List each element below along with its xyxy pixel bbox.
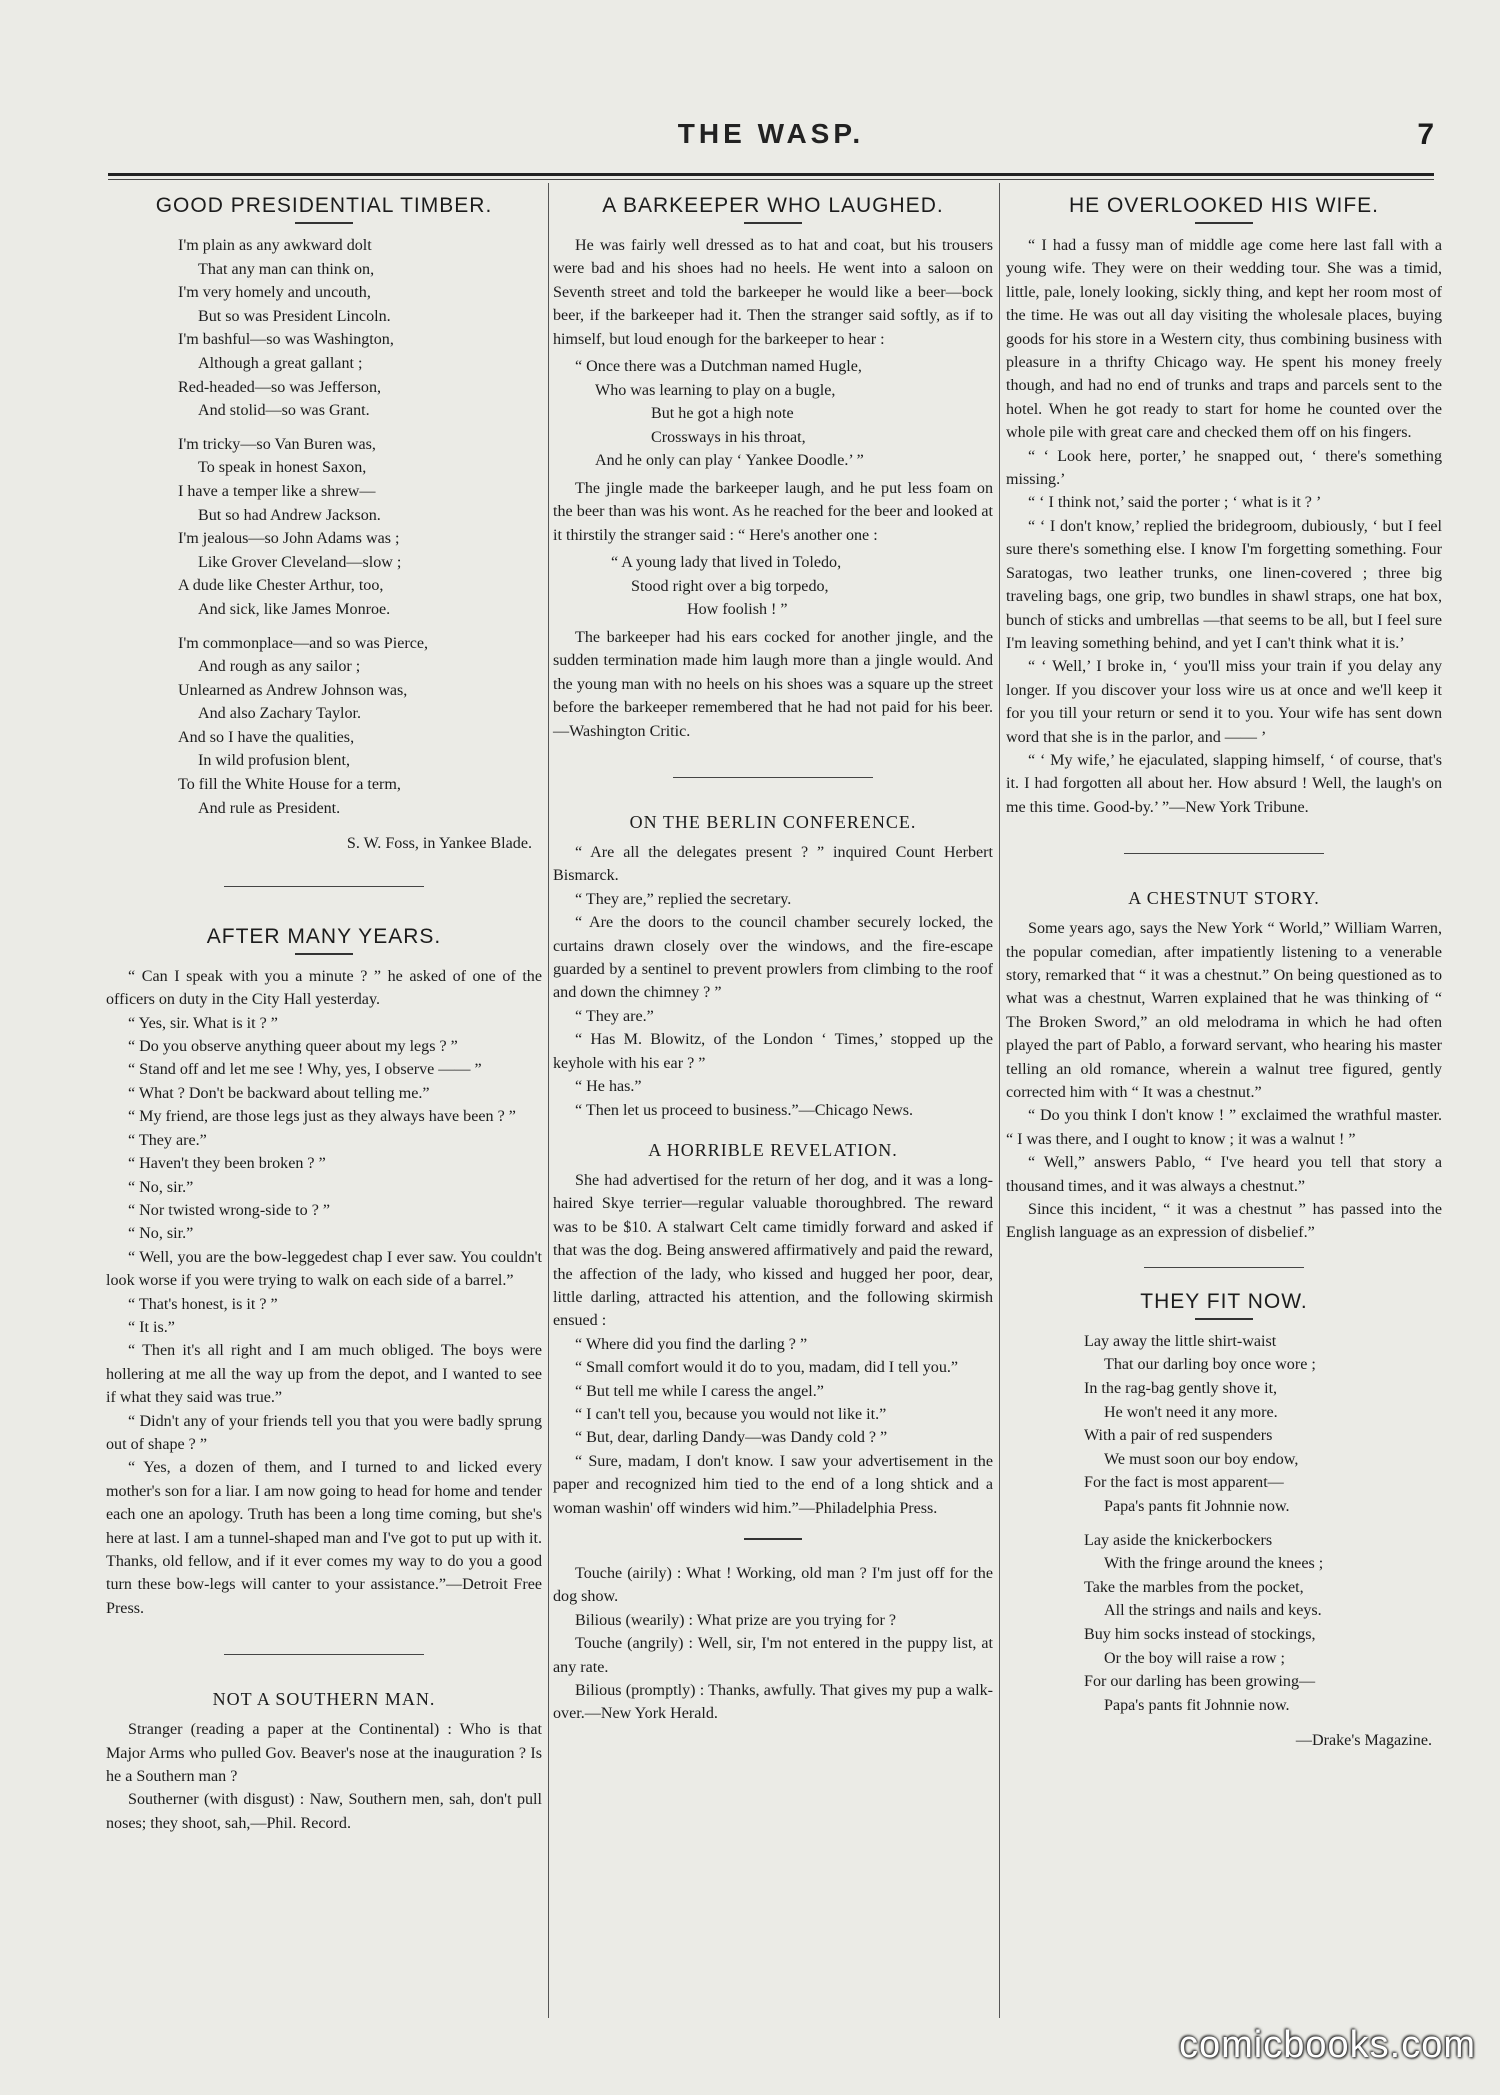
paragraph: “ Well, you are the bow-leggedest chap I ever saw. You couldn't look worse if you were trying to walk on each side of a barrel.”	[106, 1248, 542, 1290]
poem-line: With the fringe around the knees ;	[1104, 1555, 1324, 1573]
paragraph: “ Stand off and let me see ! Why, yes, I observe —— ”	[128, 1061, 482, 1079]
header-rule-thin	[108, 179, 1434, 180]
rhyme-dutchman	[575, 355, 993, 473]
paragraph: “ Well,” answers Pablo, “ I've heard you tell that story a thousand times, and it was always a chestnut.”	[1006, 1154, 1442, 1195]
article-title: GOOD PRESIDENTIAL TIMBER.	[155, 194, 493, 217]
poem-line: I'm tricky—so Van Buren was,	[178, 435, 376, 453]
paragraph: She had advertised for the return of her dog, and it was a long-haired Skye terrier—regular valuable thoroughbred. The reward was to be $10. A stalwart Celt came timidly forward and asked if that was the dog. Being answered affirmatively and paid the reward, the affection of the lady, who kissed and hugged her poor, dear, little darling, attracted his attention, and the following skirmish ensued :	[553, 1171, 993, 1330]
paragraph: Bilious (wearily) : What prize are you trying for ?	[575, 1611, 897, 1629]
poem-line: And he only can play ‘ Yankee Doodle.’ ”	[595, 452, 864, 470]
poem-line: We must soon our boy endow,	[1104, 1450, 1299, 1468]
paragraph: Southerner (with disgust) : Naw, Southern men, sah, don't pull noses; they shoot, sah,—Phil. Record.	[106, 1791, 542, 1832]
paragraph: “ ‘ I think not,’ said the porter ; ‘ what is it ? ’	[1028, 494, 1322, 512]
article-title: A HORRIBLE REVELATION.	[648, 1139, 898, 1160]
paragraph: “ Nor twisted wrong-side to ? ”	[128, 1201, 331, 1219]
title-rule	[744, 222, 802, 224]
paragraph: “ Do you think I don't know ! ” exclaimed the wrathful master. “ I was there, and I ought to know ; it was a walnut ! ”	[1006, 1107, 1442, 1148]
paragraph: “ Then let us proceed to business.”—Chicago News.	[575, 1101, 914, 1119]
paragraph: Bilious (promptly) : Thanks, awfully. That gives my pup a walk-over.—New York Herald.	[553, 1682, 993, 1723]
poem-line: Stood right over a big torpedo,	[631, 577, 829, 595]
article-not-a-southern-man	[106, 1718, 542, 1835]
article-title: NOT A SOUTHERN MAN.	[212, 1689, 436, 1710]
paragraph: Some years ago, says the New York “ World,” William Warren, the popular comedian, after impatiently listening to a venerable story, remarked that “ it was a chestnut.” On being questioned as to what was a chestnut, Warren explained that he was thinking of “ The Broken Sword,” an old melodrama in which he had often played the part of Pablo, a forward servant, who hearing his master telling an old romance, wherein a walnut tree figured, gently corrected him with “ It was a chestnut.”	[1006, 920, 1442, 1101]
masthead: THE WASP.	[677, 118, 865, 149]
section-separator	[224, 1654, 424, 1655]
header-rule	[108, 173, 1434, 176]
paragraph: “ But tell me while I caress the angel.”	[575, 1382, 824, 1400]
stanza	[178, 234, 542, 423]
section-separator	[744, 1538, 802, 1540]
paragraph: Stranger (reading a paper at the Continental) : Who is that Major Arms who pulled Gov. Beaver's nose at the inauguration ? Is he a Southern man ?	[106, 1721, 542, 1786]
poem-line: A dude like Chester Arthur, too,	[178, 577, 384, 595]
paragraph: “ Are the doors to the council chamber securely locked, the curtains drawn closely over the windows, and the fire-escape guarded by a sentinel to prevent prowlers from climbing to the roof and down the chimney ? ”	[553, 914, 993, 1002]
poem-line: For the fact is most apparent—	[1084, 1474, 1284, 1492]
article-title: A BARKEEPER WHO LAUGHED.	[602, 194, 944, 217]
article-berlin-conference	[553, 841, 993, 1122]
stanza	[1084, 1529, 1442, 1718]
article-barkeeper	[553, 234, 993, 743]
poem-line: And so I have the qualities,	[178, 728, 355, 746]
paragraph: The jingle made the barkeeper laugh, and he put less foam on the beer than was his wont. As he reached for the beer and looked at it thirstily the stranger said : “ Here's another one :	[553, 480, 993, 544]
paragraph: He was fairly well dressed as to hat and coat, but his trousers were bad and his shoes had no heels. He went into a saloon on Seventh street and told the barkeeper he would like a beer—bock beer, if the barkeeper had it. Then the stranger said softly, as if to himself, but loud enough for the barkeeper to hear :	[553, 237, 993, 348]
poem-line: But so had Andrew Jackson.	[198, 506, 381, 524]
paragraph: “ Then it's all right and I am much obliged. The boys were hollering at me all the way up from the depot, and I wanted to see if what they said was true.”	[106, 1342, 542, 1407]
paragraph: “ Can I speak with you a minute ? ” he asked of one of the officers on duty in the City Hall yesterday.	[106, 967, 542, 1009]
paragraph: “ They are.”	[575, 1007, 654, 1025]
stanza	[1084, 1330, 1442, 1519]
poem-line: And rule as President.	[198, 799, 341, 817]
poem-line: Who was learning to play on a bugle,	[595, 381, 836, 399]
column-middle	[553, 186, 993, 1726]
paragraph: Since this incident, “ it was a chestnut ” has passed into the English language as an expression of disbelief.”	[1006, 1201, 1442, 1242]
paragraph: “ Yes, a dozen of them, and I turned to and licked every mother's son for a liar. I am now going to head for home and tender each one an apology. Truth has been a long time coming, but she's here at last. I am a tunnel-shaped man and I've got to put up with it. Thanks, old fellow, and if it ever comes my way to do you a good turn these bow-legs will canter to your assistance.”—Detroit Free Press.	[106, 1459, 542, 1617]
paragraph: Touche (airily) : What ! Working, old man ? I'm just off for the dog show.	[553, 1565, 993, 1606]
poem-line: Papa's pants fit Johnnie now.	[1104, 1696, 1290, 1714]
poem-line: “ Once there was a Dutchman named Hugle,	[575, 358, 862, 376]
poem-line: But he got a high note	[651, 405, 794, 423]
paragraph: “ Didn't any of your friends tell you that you were badly sprung out of shape ? ”	[106, 1412, 542, 1453]
article-overlooked-wife	[1006, 234, 1442, 819]
article-dog-show-dialogue	[553, 1562, 993, 1726]
poem-line: Take the marbles from the pocket,	[1084, 1578, 1304, 1596]
poem-line: He won't need it any more.	[1104, 1403, 1278, 1421]
paragraph: “ Sure, madam, I don't know. I saw your advertisement in the paper and recognized him tied to the end of a long shtick and a woman washin' off winders wid him.”—Philadelphia Press.	[553, 1452, 993, 1517]
poem-line: I'm bashful—so was Washington,	[178, 331, 394, 349]
poem-line: And stolid—so was Grant.	[198, 402, 370, 420]
paragraph: “ What ? Don't be backward about telling me.”	[128, 1084, 430, 1102]
poem-line: I have a temper like a shrew—	[178, 482, 376, 500]
column-divider-left	[548, 183, 549, 2018]
paragraph: “ No, sir.”	[128, 1225, 194, 1243]
article-title: A CHESTNUT STORY.	[1128, 888, 1320, 909]
paragraph: “ It is.”	[128, 1318, 175, 1336]
poem-presidential-timber	[178, 234, 542, 820]
paragraph: “ ‘ My wife,’ he ejaculated, slapping himself, ‘ of course, that's it. I had forgotten all about her. How absurd ! Well, the laugh's on me this time. Good-by.’ ”—New York Tribune.	[1006, 751, 1442, 816]
paragraph: “ Are all the delegates present ? ” inquired Count Herbert Bismarck.	[553, 844, 993, 885]
paragraph: “ Small comfort would it do to you, madam, did I tell you.”	[575, 1359, 959, 1377]
paragraph: Touche (angrily) : Well, sir, I'm not entered in the puppy list, at any rate.	[553, 1635, 993, 1676]
article-title: THEY FIT NOW.	[1140, 1289, 1308, 1313]
paragraph: “ I had a fussy man of middle age come here last fall with a young wife. They were on their wedding tour. She was a timid, little, pale, lonely looking, sickly thing, and kept her room most of the time. He was out all day visiting the wholesale places, buying goods for his store in a Western city, thus combining business with pleasure in a thrifty Chicago way. He spent his money freely though, and had no end of trunks and traps and parcels sent to the hotel. When he got ready to start for home he counted over the whole pile with great care and checked them off on his fingers.	[1006, 237, 1442, 442]
poem-line: Lay away the little shirt-waist	[1084, 1332, 1277, 1350]
paragraph: “ That's honest, is it ? ”	[128, 1295, 278, 1313]
paragraph: “ No, sir.”	[128, 1178, 194, 1196]
article-after-many-years	[106, 965, 542, 1620]
paragraph: “ ‘ I don't know,’ replied the bridegroom, dubiously, ‘ but I feel sure there's something else. I know I'm forgetting something. Four Saratogas, two leather trunks, one linen-covered ; three big traveling bags, one grip, two bundles in shawl straps, one hat box, bunch of sticks and umbrellas —that seems to be all, but I feel sure I'm leaving something behind, and yet I can't think what it is.’	[1006, 517, 1442, 652]
title-rule	[1195, 222, 1253, 224]
title-rule	[1195, 1318, 1253, 1320]
poem-line: “ A young lady that lived in Toledo,	[611, 554, 842, 572]
attribution: S. W. Foss, in Yankee Blade.	[346, 835, 532, 853]
paragraph: “ ‘ Look here, porter,’ he snapped out, ‘ there's something missing.’	[1006, 447, 1442, 489]
paragraph: “ He has.”	[575, 1078, 642, 1096]
paragraph: “ Do you observe anything queer about my legs ? ”	[128, 1038, 458, 1056]
poem-line: Or the boy will raise a row ;	[1104, 1649, 1286, 1667]
title-rule	[295, 953, 353, 955]
paragraph: “ Haven't they been broken ? ”	[128, 1155, 326, 1173]
poem-line: To fill the White House for a term,	[178, 776, 401, 794]
poem-line: But so was President Lincoln.	[198, 307, 391, 325]
paragraph: “ ‘ Well,’ I broke in, ‘ you'll miss your train if you delay any longer. If you discover your loss wire us at once and we'll keep it for you till your return or send it to you. Your wife has sent down word that she is in the parlor, and —— ’	[1006, 658, 1442, 746]
poem-line: Red-headed—so was Jefferson,	[178, 378, 382, 396]
poem-line: Unlearned as Andrew Johnson was,	[178, 681, 408, 699]
poem-line: Papa's pants fit Johnnie now.	[1104, 1498, 1290, 1515]
title-rule	[295, 222, 353, 224]
page-header	[108, 118, 1434, 158]
section-separator	[1124, 853, 1324, 854]
poem-line: And also Zachary Taylor.	[198, 705, 362, 723]
poem-line: Although a great gallant ;	[198, 354, 363, 372]
paragraph: “ But, dear, darling Dandy—was Dandy cold ? ”	[575, 1429, 888, 1447]
paragraph: “ They are.”	[128, 1131, 207, 1149]
poem-line: Buy him socks instead of stockings,	[1084, 1625, 1316, 1643]
paragraph: “ Yes, sir. What is it ? ”	[128, 1014, 278, 1032]
section-separator	[1144, 1267, 1304, 1268]
poem-line: In the rag-bag gently shove it,	[1084, 1380, 1278, 1398]
section-separator	[224, 886, 424, 887]
poem-line: How foolish ! ”	[687, 601, 788, 619]
article-title: AFTER MANY YEARS.	[206, 924, 442, 948]
section-separator	[673, 777, 873, 778]
article-title: ON THE BERLIN CONFERENCE.	[629, 812, 917, 833]
article-chestnut-story	[1006, 917, 1442, 1245]
column-left	[106, 186, 542, 1835]
article-horrible-revelation	[553, 1169, 993, 1520]
column-right	[1006, 186, 1442, 1753]
paragraph: “ Where did you find the darling ? ”	[575, 1335, 808, 1353]
paragraph: “ Has M. Blowitz, of the London ‘ Times,’ stopped up the keyhole with his ear ? ”	[553, 1031, 993, 1072]
poem-line: In wild profusion blent,	[198, 752, 350, 770]
watermark: comicbooks.com	[1179, 2024, 1476, 2066]
poem-line: Crossways in his throat,	[651, 428, 806, 446]
page-number: 7	[1417, 118, 1434, 151]
paragraph: The barkeeper had his ears cocked for another jingle, and the sudden termination made him laugh more than a jingle would. And the young man with no heels on his shoes was a square up the street before the barkeeper remembered that he had not paid for his beer.—Washington Critic.	[553, 629, 993, 740]
poem-line: With a pair of red suspenders	[1084, 1427, 1273, 1445]
poem-line: And rough as any sailor ;	[198, 658, 361, 676]
poem-line: All the strings and nails and keys.	[1104, 1602, 1322, 1620]
poem-line: I'm very homely and uncouth,	[178, 284, 371, 302]
poem-line: That any man can think on,	[198, 260, 375, 278]
poem-line: To speak in honest Saxon,	[198, 459, 367, 477]
poem-line: For our darling has been growing—	[1084, 1673, 1316, 1691]
article-title: HE OVERLOOKED HIS WIFE.	[1068, 194, 1380, 217]
stanza	[178, 632, 542, 821]
poem-line: Like Grover Cleveland—slow ;	[198, 553, 402, 571]
poem-line: I'm jealous—so John Adams was ;	[178, 530, 400, 548]
paragraph: “ My friend, are those legs just as they always have been ? ”	[128, 1108, 516, 1126]
poem-line: That our darling boy once wore ;	[1104, 1356, 1316, 1374]
poem-line: I'm plain as any awkward dolt	[178, 237, 372, 254]
poem-they-fit-now	[1084, 1330, 1442, 1718]
rhyme-toledo	[611, 551, 993, 622]
poem-line: And sick, like James Monroe.	[198, 600, 391, 618]
poem-line: I'm commonplace—and so was Pierce,	[178, 634, 429, 652]
column-divider-right	[999, 183, 1000, 2018]
stanza	[178, 433, 542, 622]
poem-line: Lay aside the knickerbockers	[1084, 1531, 1273, 1549]
paragraph: “ I can't tell you, because you would not like it.”	[575, 1405, 887, 1423]
attribution: —Drake's Magazine.	[1295, 1732, 1432, 1750]
paragraph: “ They are,” replied the secretary.	[575, 890, 792, 908]
